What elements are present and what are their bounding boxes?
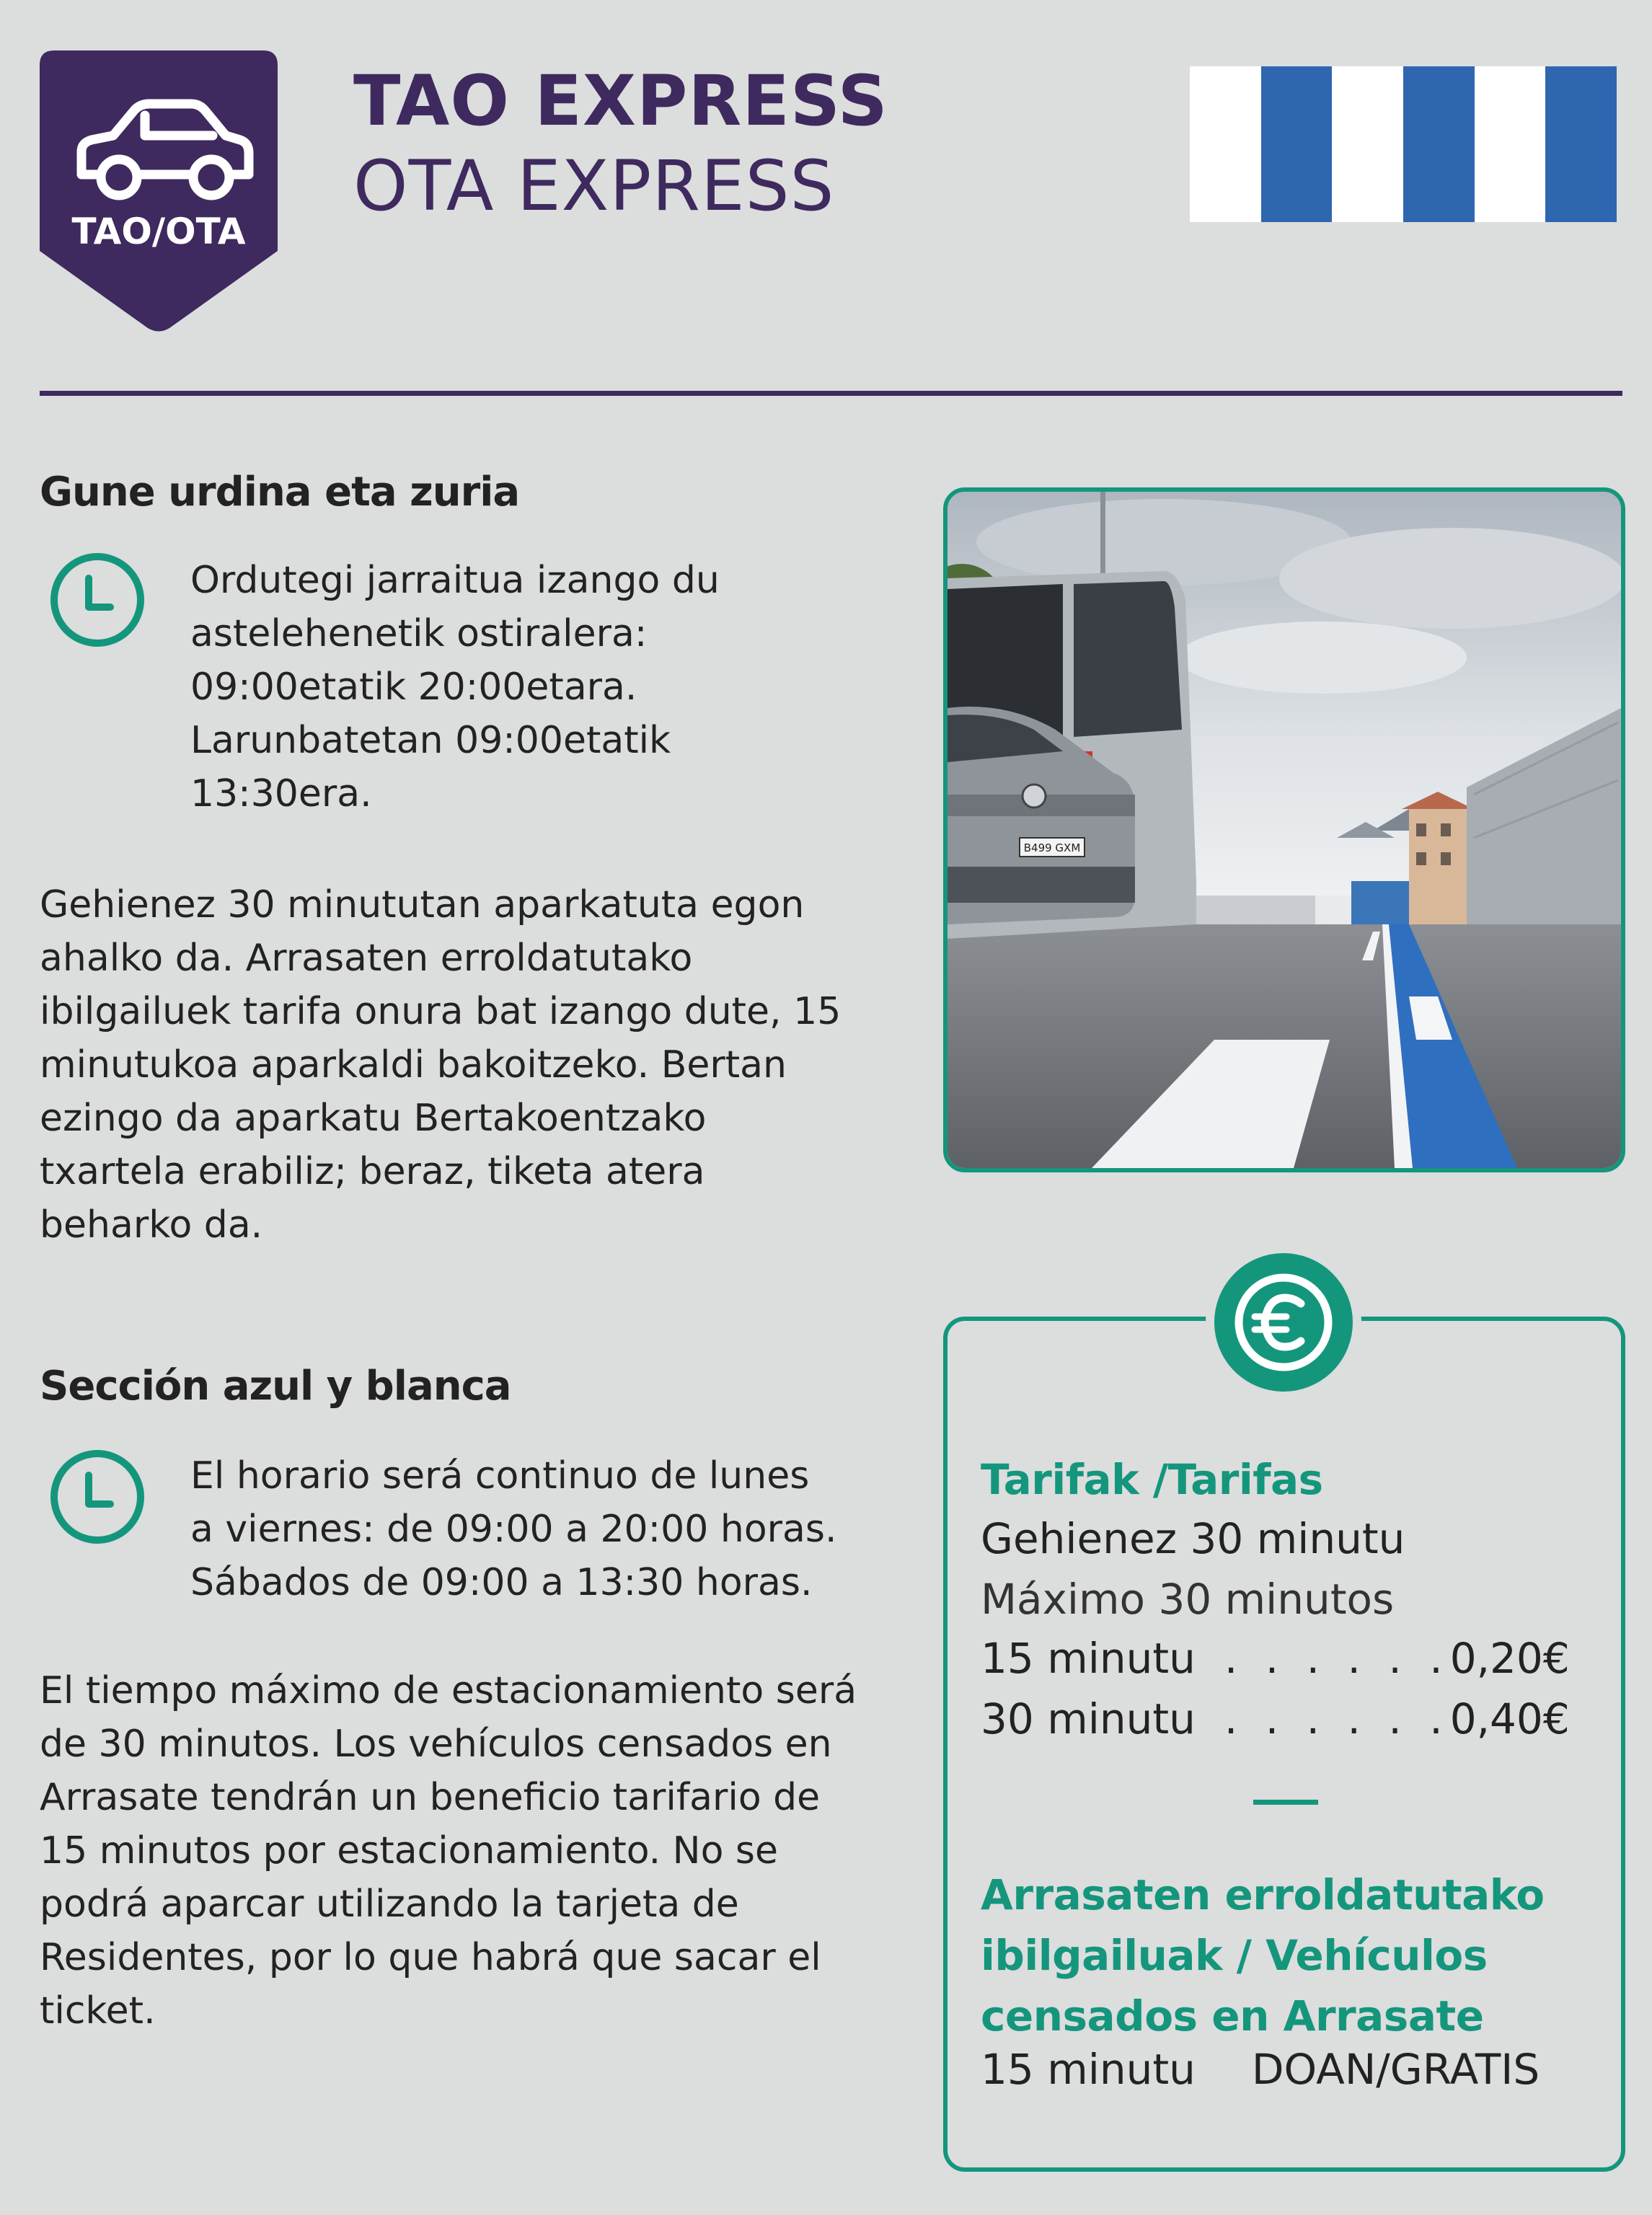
tariffs-title: Tarifak /Tarifas xyxy=(981,1455,1323,1504)
schedule-line: Larunbatetan 09:00etatik xyxy=(190,719,671,762)
body-line: ezingo da aparkatu Bertakoentzako xyxy=(40,1097,707,1140)
schedule-line: a viernes: de 09:00 a 20:00 horas. xyxy=(190,1508,837,1551)
residents-heading xyxy=(981,1865,1545,2046)
title-spanish: OTA EXPRESS xyxy=(353,146,835,226)
body-line: ahalko da. Arrasaten erroldatutako xyxy=(40,937,693,980)
section-dash xyxy=(1253,1800,1318,1805)
clock-icon xyxy=(47,1446,148,1547)
euro-badge xyxy=(1206,1244,1361,1400)
title-basque: TAO EXPRESS xyxy=(353,61,888,141)
license-plate-left: B499 GXM xyxy=(1023,841,1081,854)
rate-price: 0,20€ xyxy=(1449,1634,1570,1683)
body-line: minutukoa aparkaldi bakoitzeko. Bertan xyxy=(40,1043,787,1087)
euro-icon xyxy=(1230,1269,1337,1376)
schedule-basque xyxy=(190,554,720,821)
body-line: de 30 minutos. Los vehículos censados en xyxy=(40,1723,832,1766)
residents-heading-line: ibilgailuak / Vehículos xyxy=(981,1931,1488,1980)
residents-heading-line: Arrasaten erroldatutako xyxy=(981,1870,1545,1919)
schedule-line: Sábados de 09:00 a 13:30 horas. xyxy=(190,1561,813,1604)
body-line: El tiempo máximo de estacionamiento será xyxy=(40,1669,857,1712)
body-spanish xyxy=(40,1664,857,2038)
rate-row xyxy=(981,1694,1570,1743)
residents-price: DOAN/GRATIS xyxy=(1251,2045,1540,2094)
clock-icon xyxy=(47,549,148,650)
tao-ota-logo xyxy=(40,50,278,332)
rate-price: 0,40€ xyxy=(1449,1694,1570,1743)
schedule-line: El horario será continuo de lunes xyxy=(190,1454,810,1498)
rate-dots: . . . . . . xyxy=(1224,1634,1450,1683)
schedule-line: astelehenetik ostiralera: xyxy=(190,612,648,655)
schedule-line: 09:00etatik 20:00etara. xyxy=(190,666,637,709)
body-line: 15 minutos por estacionamiento. No se xyxy=(40,1829,779,1873)
rate-label: 30 minutu xyxy=(981,1694,1196,1743)
heading-spanish: Sección azul y blanca xyxy=(40,1363,511,1410)
body-line: Arrasate tendrán un beneficio tarifario de xyxy=(40,1776,821,1819)
heading-basque: Gune urdina eta zuria xyxy=(40,469,520,516)
body-line: Gehienez 30 minututan aparkatuta egon xyxy=(40,883,805,927)
blue-white-stripes xyxy=(1190,66,1617,222)
body-line: Residentes, por lo que habrá que sacar el xyxy=(40,1936,821,1979)
body-line: ibilgailuek tarifa onura bat izango dute, 15 xyxy=(40,990,842,1033)
body-basque xyxy=(40,878,841,1252)
residents-duration: 15 minutu xyxy=(981,2045,1196,2094)
rate-dots: . . . . . . xyxy=(1224,1694,1450,1743)
body-line: ticket. xyxy=(40,1989,156,2033)
body-line: beharko da. xyxy=(40,1203,263,1247)
residents-rate xyxy=(981,2045,1540,2094)
body-line: podrá aparcar utilizando la tarjeta de xyxy=(40,1883,739,1926)
street-parking-photo xyxy=(943,487,1625,1172)
logo-text: TAO/OTA xyxy=(71,211,246,252)
rate-row xyxy=(981,1634,1570,1683)
schedule-line: Ordutegi jarraitua izango du xyxy=(190,559,720,602)
schedule-spanish xyxy=(190,1449,837,1609)
schedule-line: 13:30era. xyxy=(190,772,372,815)
header-divider xyxy=(40,391,1622,396)
body-line: txartela erabiliz; beraz, tiketa atera xyxy=(40,1150,705,1193)
max-duration-spanish: Máximo 30 minutos xyxy=(981,1575,1395,1624)
residents-heading-line: censados en Arrasate xyxy=(981,1991,1484,2041)
max-duration-basque: Gehienez 30 minutu xyxy=(981,1514,1405,1563)
rate-label: 15 minutu xyxy=(981,1634,1196,1683)
